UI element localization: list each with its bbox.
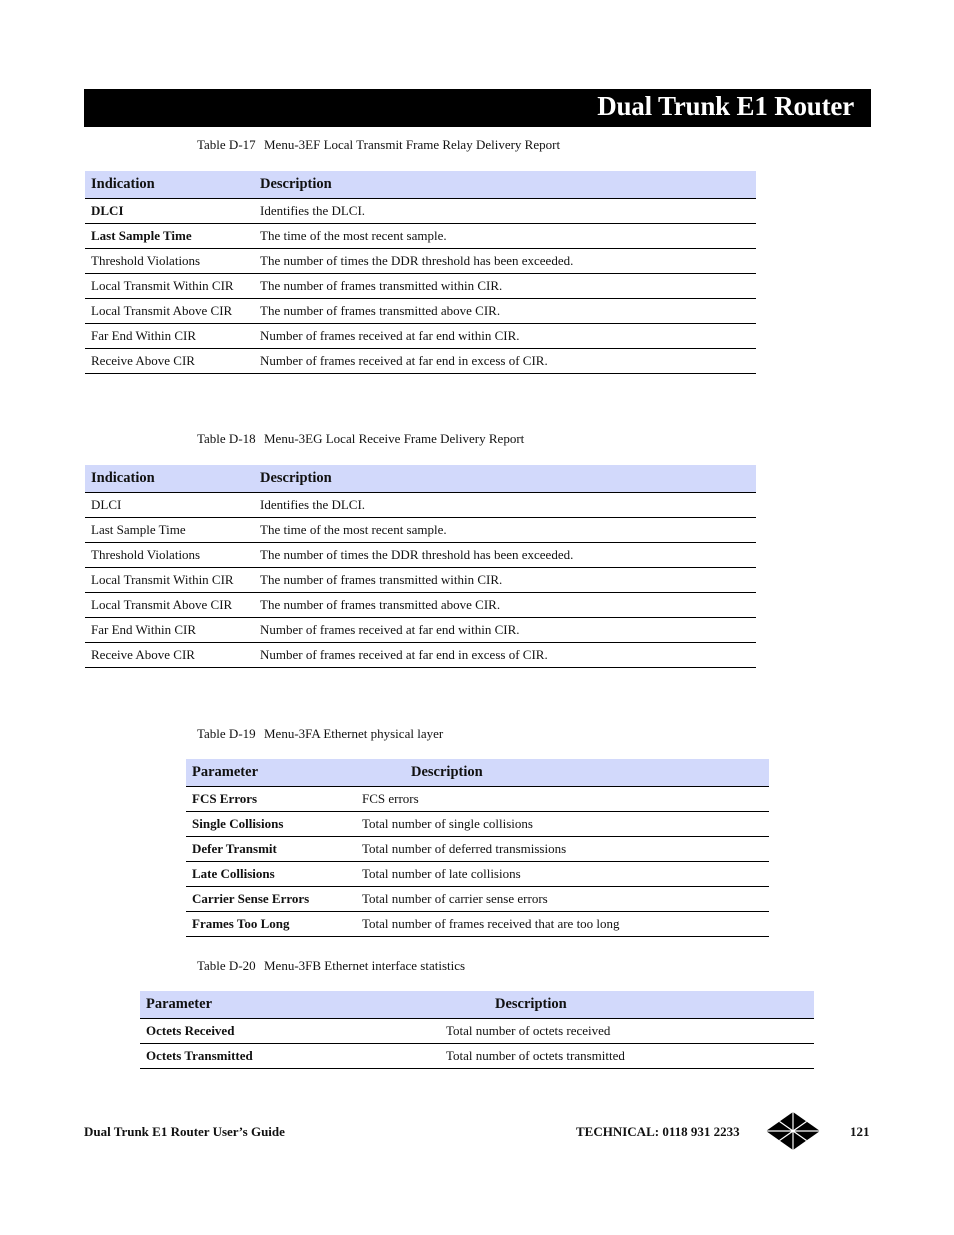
- description-cell: Total number of single collisions: [356, 811, 769, 836]
- column-header: Description: [440, 991, 814, 1018]
- table-row: [85, 517, 756, 542]
- document-title: Dual Trunk E1 Router: [597, 91, 854, 121]
- table-row: [85, 298, 756, 323]
- table-d20: [140, 991, 814, 1069]
- table-row: [85, 223, 756, 248]
- parameter-cell: Defer Transmit: [186, 836, 356, 861]
- description-cell: Total number of octets received: [440, 1018, 814, 1043]
- table-caption-d18: Table D-18 Menu-3EG Local Receive Frame Delivery Report: [197, 431, 525, 446]
- description-cell: Number of frames received at far end in excess of CIR.: [254, 348, 756, 373]
- table-caption-d19: Table D-19 Menu-3FA Ethernet physical layer: [197, 726, 444, 741]
- indication-cell: Last Sample Time: [85, 223, 254, 248]
- table-row: [186, 911, 769, 936]
- table-header-row: [85, 465, 756, 492]
- parameter-cell: Octets Transmitted: [140, 1043, 440, 1068]
- description-cell: The number of frames transmitted above CIR.: [254, 592, 756, 617]
- table-row: [85, 617, 756, 642]
- table-header-row: [140, 991, 814, 1018]
- column-header: Description: [356, 759, 769, 786]
- black-box-diamond-logo-icon: [765, 1111, 821, 1151]
- table-row: [186, 836, 769, 861]
- indication-cell: Local Transmit Within CIR: [85, 273, 254, 298]
- indication-cell: Local Transmit Within CIR: [85, 567, 254, 592]
- description-cell: The number of frames transmitted within CIR.: [254, 273, 756, 298]
- table-row: [85, 198, 756, 223]
- title-banner: [84, 89, 871, 127]
- indication-cell: Far End Within CIR: [85, 323, 254, 348]
- description-cell: Identifies the DLCI.: [254, 198, 756, 223]
- column-header: Description: [254, 465, 756, 492]
- description-cell: FCS errors: [356, 786, 769, 811]
- table-row: [85, 592, 756, 617]
- description-cell: The number of times the DDR threshold has been exceeded.: [254, 542, 756, 567]
- description-cell: The number of times the DDR threshold has been exceeded.: [254, 248, 756, 273]
- column-header: Parameter: [140, 991, 440, 1018]
- table-d18: [85, 465, 756, 668]
- table-row: [85, 642, 756, 667]
- description-cell: Number of frames received at far end within CIR.: [254, 617, 756, 642]
- column-header: Description: [254, 171, 756, 198]
- parameter-cell: Late Collisions: [186, 861, 356, 886]
- parameter-cell: FCS Errors: [186, 786, 356, 811]
- indication-cell: Last Sample Time: [85, 517, 254, 542]
- table-caption-d17: Table D-17 Menu-3EF Local Transmit Frame Relay Delivery Report: [197, 137, 561, 152]
- table-row: [186, 886, 769, 911]
- footer-guide-title: Dual Trunk E1 Router User’s Guide: [84, 1124, 285, 1139]
- description-cell: Number of frames received at far end in excess of CIR.: [254, 642, 756, 667]
- indication-cell: DLCI: [85, 492, 254, 517]
- footer-technical-phone: TECHNICAL: 0118 931 2233: [576, 1124, 740, 1139]
- parameter-cell: Frames Too Long: [186, 911, 356, 936]
- description-cell: The number of frames transmitted within CIR.: [254, 567, 756, 592]
- table-caption-d20: Table D-20 Menu-3FB Ethernet interface statistics: [197, 958, 466, 973]
- description-cell: Total number of octets transmitted: [440, 1043, 814, 1068]
- column-header: Parameter: [186, 759, 356, 786]
- table-row: [186, 861, 769, 886]
- indication-cell: DLCI: [85, 198, 254, 223]
- table-row: [85, 492, 756, 517]
- table-row: [85, 273, 756, 298]
- table-row: [85, 567, 756, 592]
- description-cell: Total number of late collisions: [356, 861, 769, 886]
- indication-cell: Threshold Violations: [85, 542, 254, 567]
- description-cell: Total number of frames received that are too long: [356, 911, 769, 936]
- description-cell: Number of frames received at far end within CIR.: [254, 323, 756, 348]
- page-number: 121: [850, 1124, 870, 1139]
- indication-cell: Local Transmit Above CIR: [85, 592, 254, 617]
- table-d19: [186, 759, 769, 937]
- table-row: [85, 323, 756, 348]
- description-cell: The time of the most recent sample.: [254, 517, 756, 542]
- parameter-cell: Octets Received: [140, 1018, 440, 1043]
- table-d17: [85, 171, 756, 374]
- description-cell: The number of frames transmitted above CIR.: [254, 298, 756, 323]
- table-row: [140, 1018, 814, 1043]
- table-row: [85, 542, 756, 567]
- indication-cell: Local Transmit Above CIR: [85, 298, 254, 323]
- indication-cell: Receive Above CIR: [85, 348, 254, 373]
- column-header: Indication: [85, 465, 254, 492]
- table-row: [85, 248, 756, 273]
- description-cell: Total number of deferred transmissions: [356, 836, 769, 861]
- table-row: [186, 811, 769, 836]
- column-header: Indication: [85, 171, 254, 198]
- description-cell: The time of the most recent sample.: [254, 223, 756, 248]
- table-row: [140, 1043, 814, 1068]
- description-cell: Total number of carrier sense errors: [356, 886, 769, 911]
- indication-cell: Far End Within CIR: [85, 617, 254, 642]
- table-row: [85, 348, 756, 373]
- table-row: [186, 786, 769, 811]
- parameter-cell: Single Collisions: [186, 811, 356, 836]
- parameter-cell: Carrier Sense Errors: [186, 886, 356, 911]
- indication-cell: Threshold Violations: [85, 248, 254, 273]
- indication-cell: Receive Above CIR: [85, 642, 254, 667]
- table-header-row: [85, 171, 756, 198]
- table-header-row: [186, 759, 769, 786]
- description-cell: Identifies the DLCI.: [254, 492, 756, 517]
